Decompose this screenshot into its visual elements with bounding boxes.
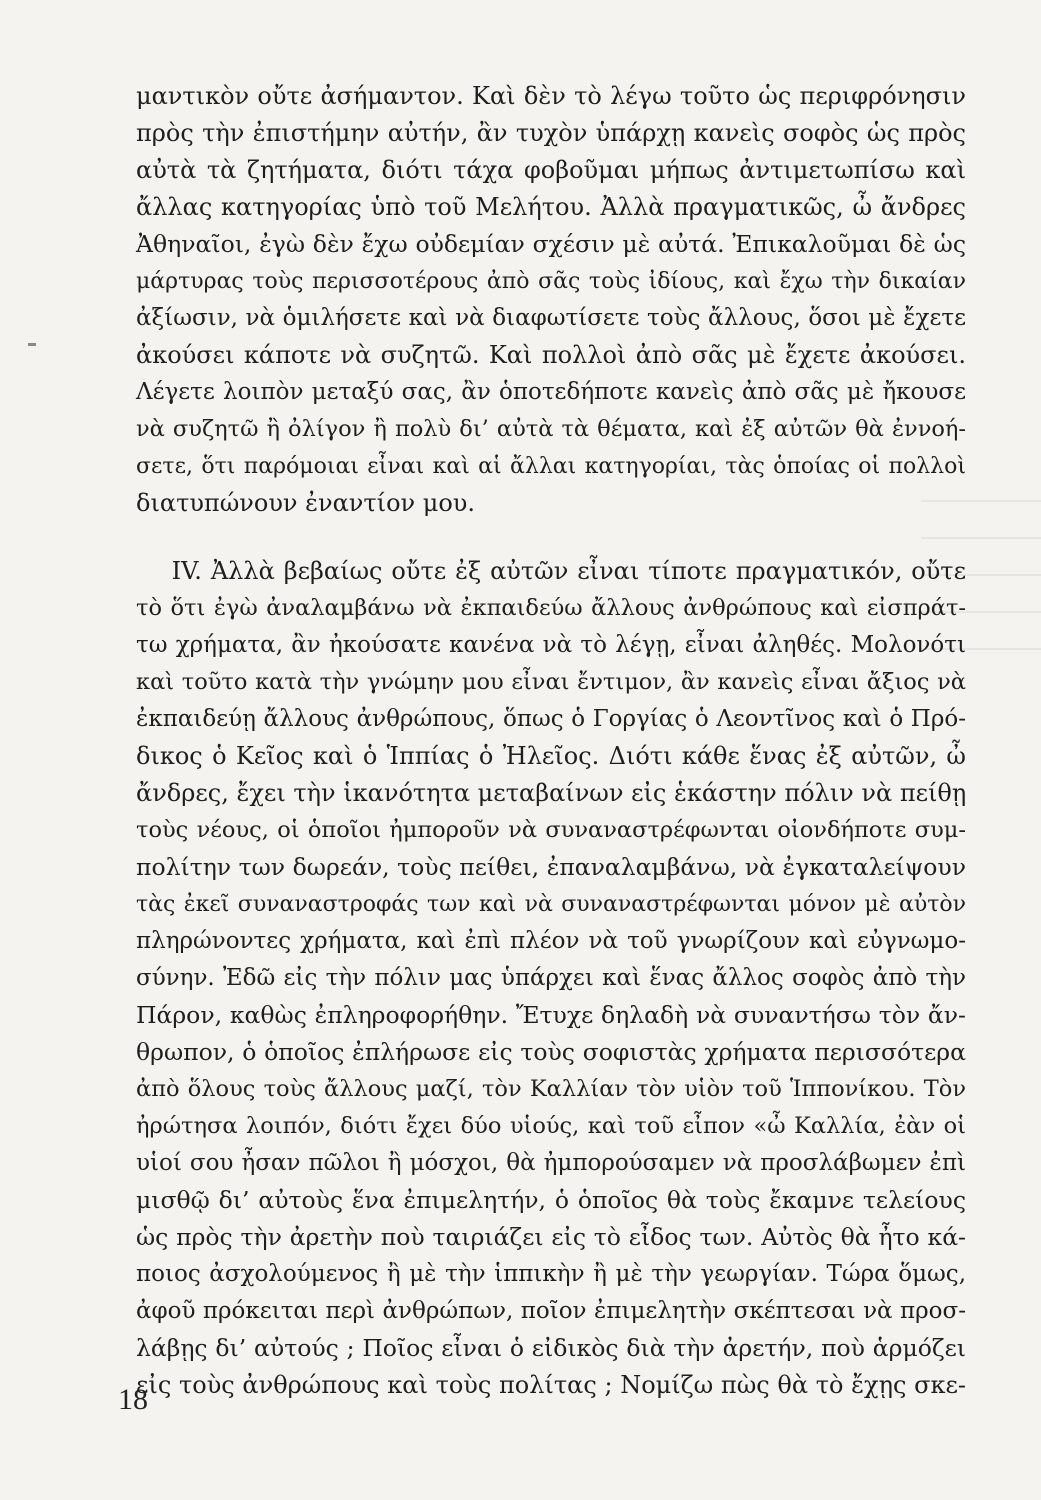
text-line: ἄλλας κατηγορίας ὑπὸ τοῦ Μελήτου. Ἀλλὰ πραγματικῶς, ὦ ἄνδρες: [136, 193, 966, 221]
text-line: διατυπώνουν ἐναντίον μου.: [136, 489, 476, 517]
text-line: πληρώνοντες χρήματα, καὶ ἐπὶ πλέον νὰ τοῦ γνωρίζουν καὶ εὐγνωμο-: [136, 928, 966, 954]
text-line: ἐκπαιδεύῃ ἄλλους ἀνθρώπους, ὅπως ὁ Γοργίας ὁ Λεοντῖνος καὶ ὁ Πρό-: [136, 706, 966, 732]
text-line: αὐτὰ τὰ ζητήματα, διότι τάχα φοβοῦμαι μήπως ἀντιμετωπίσω καὶ: [136, 156, 966, 184]
text-line: υἱοί σου ἦσαν πῶλοι ἢ μόσχοι, θὰ ἠμπορούσαμεν νὰ προσλάβωμεν ἐπὶ: [136, 1150, 966, 1176]
text-line: τοὺς νέους, οἱ ὁποῖοι ἠμποροῦν νὰ συναναστρέφωνται οἰονδήποτε συμ-: [136, 817, 966, 843]
text-line: σετε, ὅτι παρόμοιαι εἶναι καὶ αἱ ἄλλαι κατηγορίαι, τὰς ὁποίας οἱ πολλοὶ: [136, 454, 966, 479]
text-line: ἄνδρες, ἔχει τὴν ἱκανότητα μεταβαίνων εἰς ἑκάστην πόλιν νὰ πείθῃ: [136, 779, 967, 807]
text-line: θρωπον, ὁ ὁποῖος ἐπλήρωσε εἰς τοὺς σοφιστὰς χρήματα περισσότερα: [136, 1038, 966, 1066]
text-line: εἰς τοὺς ἀνθρώπους καὶ τοὺς πολίτας ; Νομίζω πὼς θὰ τὸ ἔχῃς σκε-: [136, 1371, 966, 1399]
text-line: ἀξίωσιν, νὰ ὁμιλήσετε καὶ νὰ διαφωτίσετε τοὺς ἄλλους, ὅσοι μὲ ἔχετε: [136, 305, 966, 331]
text-line: IV. Ἀλλὰ βεβαίως οὔτε ἐξ αὐτῶν εἶναι τίποτε πραγματικόν, οὔτε: [136, 557, 966, 585]
text-line: τὰς ἐκεῖ συναναστροφάς των καὶ νὰ συναναστρέφωνται μόνον μὲ αὐτὸν: [136, 892, 966, 917]
text-line: σύνην. Ἐδῶ εἰς τὴν πόλιν μας ὑπάρχει καὶ ἕνας ἄλλος σοφὸς ἀπὸ τὴν: [136, 965, 966, 991]
paragraph-1: [136, 78, 966, 522]
text-line: δικος ὁ Κεῖος καὶ ὁ Ἱππίας ὁ Ἠλεῖος. Διότι κάθε ἕνας ἐξ αὐτῶν, ὦ: [136, 742, 966, 770]
text-line: ἀκούσει κάποτε νὰ συζητῶ. Καὶ πολλοὶ ἀπὸ σᾶς μὲ ἔχετε ἀκούσει.: [136, 341, 966, 369]
paragraph-2: [136, 553, 966, 1404]
text-line: μισθῷ δι’ αὐτοὺς ἕνα ἐπιμελητήν, ὁ ὁποῖος θὰ τοὺς ἔκαμνε τελείους: [136, 1186, 966, 1214]
text-line: μάρτυρας τοὺς περισσοτέρους ἀπὸ σᾶς τοὺς ἰδίους, καὶ ἔχω τὴν δικαίαν: [136, 269, 966, 294]
text-line: καὶ τοῦτο κατὰ τὴν γνώμην μου εἶναι ἔντιμον, ἂν κανεὶς εἶναι ἄξιος νὰ: [136, 669, 966, 695]
page-number: 18: [118, 1383, 148, 1416]
text-line: ὡς πρὸς τὴν ἀρετὴν ποὺ ταιριάζει εἰς τὸ εἶδος των. Αὐτὸς θὰ ἦτο κά-: [136, 1223, 966, 1251]
text-line: ἠρώτησα λοιπόν, διότι ἔχει δύο υἱούς, καὶ τοῦ εἶπον «ὦ Καλλία, ἐὰν οἱ: [136, 1113, 966, 1139]
margin-mark: [28, 343, 36, 346]
text-line: ποιος ἀσχολούμενος ἢ μὲ τὴν ἱππικὴν ἢ μὲ τὴν γεωργίαν. Τώρα ὅμως,: [136, 1261, 966, 1287]
text-line: πολίτην των δωρεάν, τοὺς πείθει, ἐπαναλαμβάνω, νὰ ἐγκαταλείψουν: [136, 853, 966, 881]
text-line: ἀπὸ ὅλους τοὺς ἄλλους μαζί, τὸν Καλλίαν τὸν υἱὸν τοῦ Ἱππονίκου. Τὸν: [136, 1076, 966, 1102]
text-line: τω χρήματα, ἂν ἠκούσατε κανένα νὰ τὸ λέγῃ, εἶναι ἀληθές. Μολονότι: [136, 632, 966, 658]
text-line: πρὸς τὴν ἐπιστήμην αὐτήν, ἂν τυχὸν ὑπάρχῃ κανεὶς σοφὸς ὡς πρὸς: [136, 119, 966, 147]
text-line: Ἀθηναῖοι, ἐγὼ δὲν ἔχω οὐδεμίαν σχέσιν μὲ αὐτά. Ἐπικαλοῦμαι δὲ ὡς: [136, 230, 966, 258]
text-line: μαντικὸν οὔτε ἀσήμαντον. Καὶ δὲν τὸ λέγω τοῦτο ὡς περιφρόνησιν: [136, 82, 966, 110]
text-line: τὸ ὅτι ἐγὼ ἀναλαμβάνω νὰ ἐκπαιδεύω ἄλλους ἀνθρώπους καὶ εἰσπράτ-: [136, 595, 966, 621]
text-line: ἀφοῦ πρόκειται περὶ ἀνθρώπων, ποῖον ἐπιμελητὴν σκέπτεσαι νὰ προσ-: [136, 1298, 966, 1324]
text-line: Πάρον, καθὼς ἐπληροφορήθην. Ἔτυχε δηλαδὴ νὰ συναντήσω τὸν ἄν-: [136, 1001, 966, 1029]
text-line: Λέγετε λοιπὸν μεταξύ σας, ἂν ὁποτεδήποτε κανεὶς ἀπὸ σᾶς μὲ ἤκουσε: [136, 379, 966, 405]
text-line: λάβῃς δι’ αὐτούς ; Ποῖος εἶναι ὁ εἰδικὸς διὰ τὴν ἀρετήν, ποὺ ἁρμόζει: [136, 1334, 966, 1362]
text-line: νὰ συζητῶ ἢ ὀλίγον ἢ πολὺ δι’ αὐτὰ τὰ θέματα, καὶ ἐξ αὐτῶν θὰ ἐννοή-: [136, 416, 966, 442]
